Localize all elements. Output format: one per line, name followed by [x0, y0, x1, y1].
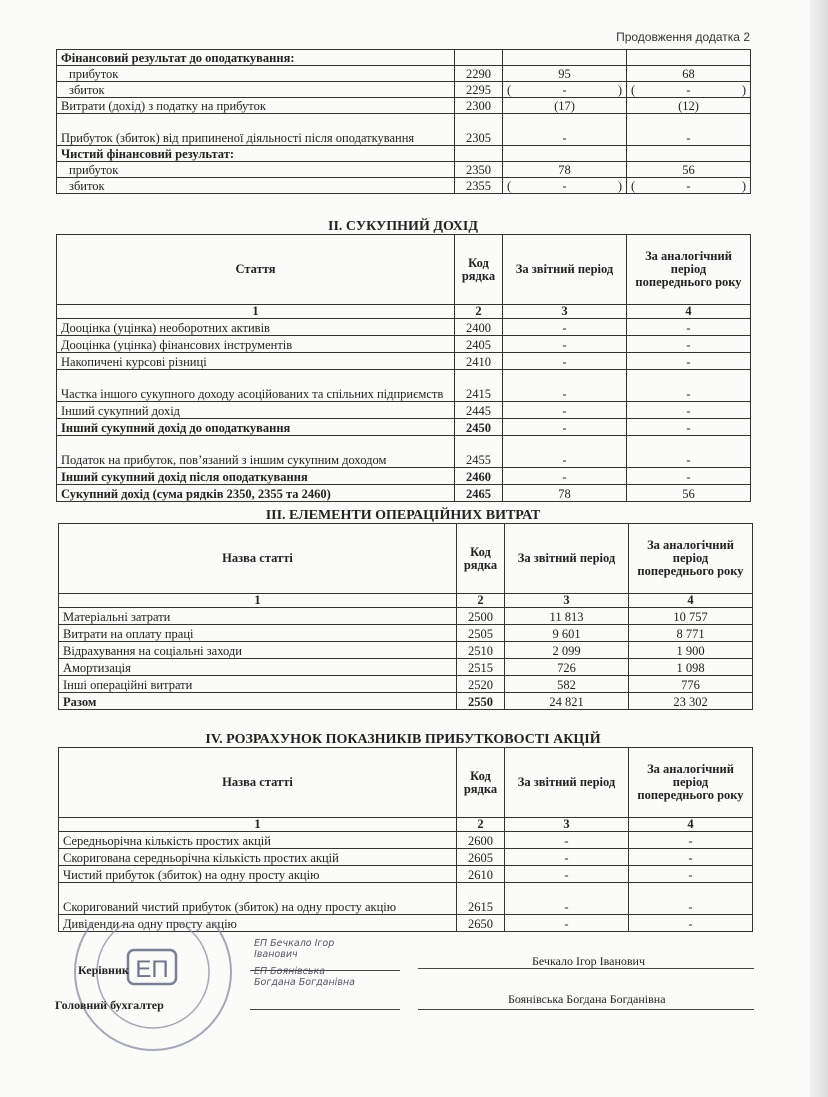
table-row: [59, 832, 753, 849]
row-code: 2550: [457, 693, 505, 710]
table-row: [57, 436, 751, 468]
row-value-prev: -: [629, 883, 753, 915]
row-value-cur: 11 813: [505, 608, 629, 625]
column-number: 1: [59, 818, 457, 832]
row-label: Дооцінка (уцінка) необоротних активів: [57, 319, 455, 336]
row-label: Чистий фінансовий результат:: [57, 146, 455, 162]
row-code: 2510: [457, 642, 505, 659]
row-code: 2450: [455, 419, 503, 436]
row-value-prev: 8 771: [629, 625, 753, 642]
row-label: Сукупний дохід (сума рядків 2350, 2355 та 2460): [57, 485, 455, 502]
table-row: [59, 625, 753, 642]
row-value-prev: -: [627, 468, 751, 485]
row-label: Інший сукупний дохід після оподаткування: [57, 468, 455, 485]
row-value-prev: -: [629, 832, 753, 849]
column-header: Назва статті: [59, 748, 457, 818]
row-value-prev: [627, 50, 751, 66]
row-value-cur: -: [505, 849, 629, 866]
row-value-prev: 23 302: [629, 693, 753, 710]
column-header: Код рядка: [457, 748, 505, 818]
table-row: [57, 66, 751, 82]
row-value-prev: ( - ): [627, 178, 751, 194]
table-row: [57, 468, 751, 485]
column-number: 3: [505, 818, 629, 832]
row-code: 2305: [455, 114, 503, 146]
row-value-prev: -: [627, 419, 751, 436]
row-value-prev: 56: [627, 485, 751, 502]
row-code: 2610: [457, 866, 505, 883]
table-row: [59, 608, 753, 625]
column-header: За звітний період: [505, 748, 629, 818]
table-row: [57, 402, 751, 419]
row-value-prev: -: [627, 336, 751, 353]
row-code: 2350: [455, 162, 503, 178]
row-code: 2460: [455, 468, 503, 485]
row-code: 2405: [455, 336, 503, 353]
row-value-cur: -: [503, 468, 627, 485]
column-number-row: [57, 305, 751, 319]
row-value-cur: -: [503, 353, 627, 370]
row-code: 2455: [455, 436, 503, 468]
column-number: 4: [629, 594, 753, 608]
share-profitability-table: [58, 747, 753, 932]
row-value-prev: 1 098: [629, 659, 753, 676]
director-label: Керівник: [78, 963, 129, 977]
row-code: 2650: [457, 915, 505, 932]
value-text: -: [562, 83, 567, 97]
column-header: Код рядка: [457, 524, 505, 594]
column-number: 3: [503, 305, 627, 319]
row-value-prev: -: [627, 319, 751, 336]
row-label: Разом: [59, 693, 457, 710]
row-code: 2410: [455, 353, 503, 370]
table-row: [57, 146, 751, 162]
column-header: За звітний період: [503, 235, 627, 305]
table-row: [57, 162, 751, 178]
section-3-title: III. ЕЛЕМЕНТИ ОПЕРАЦІЙНИХ ВИТРАТ: [265, 508, 541, 523]
column-number-row: [59, 818, 753, 832]
row-value-prev: -: [627, 114, 751, 146]
row-value-prev: -: [629, 849, 753, 866]
row-label: Дооцінка (уцінка) фінансових інструментів: [57, 336, 455, 353]
row-value-cur: 726: [505, 659, 629, 676]
column-number: 2: [457, 594, 505, 608]
row-label: Прибуток (збиток) від припиненої діяльності після оподаткування: [57, 114, 455, 146]
row-value-cur: -: [503, 370, 627, 402]
row-label: Матеріальні затрати: [59, 608, 457, 625]
column-header: За звітний період: [505, 524, 629, 594]
section-4-title: IV. РОЗРАХУНОК ПОКАЗНИКІВ ПРИБУТКОВОСТІ АКЦІЙ: [205, 732, 601, 747]
stamp-center-text: ЕП: [135, 956, 169, 983]
table-row: [59, 676, 753, 693]
row-value-cur: 24 821: [505, 693, 629, 710]
row-label: Інший сукупний дохід до оподаткування: [57, 419, 455, 436]
row-code: 2465: [455, 485, 503, 502]
row-code: 2615: [457, 883, 505, 915]
row-value-prev: (12): [627, 98, 751, 114]
row-value-cur: 78: [503, 162, 627, 178]
page-edge-shadow: [810, 0, 828, 1097]
row-label: Дивіденди на одну просту акцію: [59, 915, 457, 932]
row-label: Витрати на оплату праці: [59, 625, 457, 642]
row-value-prev: ( - ): [627, 82, 751, 98]
row-value-prev: -: [627, 353, 751, 370]
row-label: Інший сукупний дохід: [57, 402, 455, 419]
table-row: [57, 370, 751, 402]
row-value-prev: -: [627, 370, 751, 402]
table-row: [57, 50, 751, 66]
row-value-cur: 2 099: [505, 642, 629, 659]
value-text: -: [686, 83, 691, 97]
row-value-cur: -: [503, 319, 627, 336]
row-value-cur: 9 601: [505, 625, 629, 642]
row-label: Накопичені курсові різниці: [57, 353, 455, 370]
row-value-prev: -: [629, 915, 753, 932]
row-value-cur: -: [503, 419, 627, 436]
table-row: [57, 178, 751, 194]
row-code: [455, 50, 503, 66]
director-e-signature: ЕП Бечкало Ігор Іванович: [254, 938, 335, 960]
row-code: 2505: [457, 625, 505, 642]
row-value-prev: -: [627, 436, 751, 468]
value-text: -: [562, 179, 567, 193]
column-header: За аналогічний період попереднього року: [629, 524, 753, 594]
accountant-label: Головний бухгалтер: [55, 998, 164, 1012]
column-header: За аналогічний період попереднього року: [627, 235, 751, 305]
row-label: збиток: [57, 178, 455, 194]
director-name: Бечкало Ігор Іванович: [532, 954, 646, 968]
accountant-name-line: [418, 1009, 754, 1010]
table-row: [59, 883, 753, 915]
column-header: Стаття: [57, 235, 455, 305]
row-value-cur: -: [505, 915, 629, 932]
table-row: [57, 485, 751, 502]
row-code: [455, 146, 503, 162]
row-code: 2445: [455, 402, 503, 419]
row-code: 2355: [455, 178, 503, 194]
row-value-cur: [503, 146, 627, 162]
row-label: прибуток: [57, 66, 455, 82]
accountant-e-signature: ЕП Боянівська Богдана Богданівна: [254, 966, 355, 988]
row-value-cur: 582: [505, 676, 629, 693]
table-row: [57, 82, 751, 98]
column-number: 2: [455, 305, 503, 319]
row-label: Середньорічна кількість простих акцій: [59, 832, 457, 849]
table-row: [59, 659, 753, 676]
row-code: 2295: [455, 82, 503, 98]
row-value-cur: -: [503, 336, 627, 353]
row-label: Скоригована середньорічна кількість простих акцій: [59, 849, 457, 866]
column-number: 1: [59, 594, 457, 608]
row-value-prev: 56: [627, 162, 751, 178]
table-row: [57, 353, 751, 370]
row-label: Відрахування на соціальні заходи: [59, 642, 457, 659]
column-number: 2: [457, 818, 505, 832]
row-code: 2520: [457, 676, 505, 693]
row-code: 2600: [457, 832, 505, 849]
header-row: [57, 235, 751, 305]
operating-expenses-table: [58, 523, 753, 710]
row-code: 2300: [455, 98, 503, 114]
table-row: [57, 419, 751, 436]
table-row: [57, 336, 751, 353]
table-row: [57, 114, 751, 146]
header-row: [59, 524, 753, 594]
column-number: 4: [629, 818, 753, 832]
column-number: 3: [505, 594, 629, 608]
row-value-cur: -: [503, 114, 627, 146]
column-number: 4: [627, 305, 751, 319]
row-code: 2290: [455, 66, 503, 82]
row-label: Інші операційні витрати: [59, 676, 457, 693]
accountant-signature-line: [250, 1009, 400, 1010]
row-value-cur: ( - ): [503, 178, 627, 194]
row-value-prev: 1 900: [629, 642, 753, 659]
table-row: [59, 693, 753, 710]
row-label: Амортизація: [59, 659, 457, 676]
row-value-prev: 776: [629, 676, 753, 693]
row-value-cur: ( - ): [503, 82, 627, 98]
row-label: Чистий прибуток (збиток) на одну просту акцію: [59, 866, 457, 883]
row-code: 2400: [455, 319, 503, 336]
electronic-signature-stamp: [58, 922, 248, 1052]
column-number: 1: [57, 305, 455, 319]
comprehensive-income-table: [56, 234, 751, 502]
section-2-title: II. СУКУПНИЙ ДОХІД: [328, 219, 478, 234]
row-value-cur: -: [503, 436, 627, 468]
row-value-prev: -: [629, 866, 753, 883]
row-value-cur: -: [505, 883, 629, 915]
column-header: Код рядка: [455, 235, 503, 305]
table-row: [59, 849, 753, 866]
table-row: [57, 98, 751, 114]
row-value-cur: (17): [503, 98, 627, 114]
row-value-cur: -: [503, 402, 627, 419]
row-value-cur: 78: [503, 485, 627, 502]
row-label: Скоригований чистий прибуток (збиток) на одну просту акцію: [59, 883, 457, 915]
row-value-prev: -: [627, 402, 751, 419]
row-value-prev: 10 757: [629, 608, 753, 625]
column-header: Назва статті: [59, 524, 457, 594]
row-label: збиток: [57, 82, 455, 98]
row-label: Частка іншого сукупного доходу асоційованих та спільних підприємств: [57, 370, 455, 402]
row-code: 2515: [457, 659, 505, 676]
row-label: прибуток: [57, 162, 455, 178]
table-row: [59, 642, 753, 659]
row-value-prev: [627, 146, 751, 162]
column-number-row: [59, 594, 753, 608]
value-text: -: [686, 179, 691, 193]
row-value-cur: -: [505, 866, 629, 883]
column-header: За аналогічний період попереднього року: [629, 748, 753, 818]
row-label: Витрати (дохід) з податку на прибуток: [57, 98, 455, 114]
row-code: 2605: [457, 849, 505, 866]
row-value-cur: 95: [503, 66, 627, 82]
row-code: 2500: [457, 608, 505, 625]
row-value-cur: -: [505, 832, 629, 849]
row-value-prev: 68: [627, 66, 751, 82]
accountant-name: Боянівська Богдана Богданівна: [508, 992, 666, 1006]
header-note: Продовження додатка 2: [616, 30, 750, 44]
row-label: Фінансовий результат до оподаткування:: [57, 50, 455, 66]
table-row: [57, 319, 751, 336]
financial-result-table: [56, 49, 751, 194]
table-row: [59, 866, 753, 883]
row-value-cur: [503, 50, 627, 66]
row-code: 2415: [455, 370, 503, 402]
row-label: Податок на прибуток, пов’язаний з іншим сукупним доходом: [57, 436, 455, 468]
header-row: [59, 748, 753, 818]
